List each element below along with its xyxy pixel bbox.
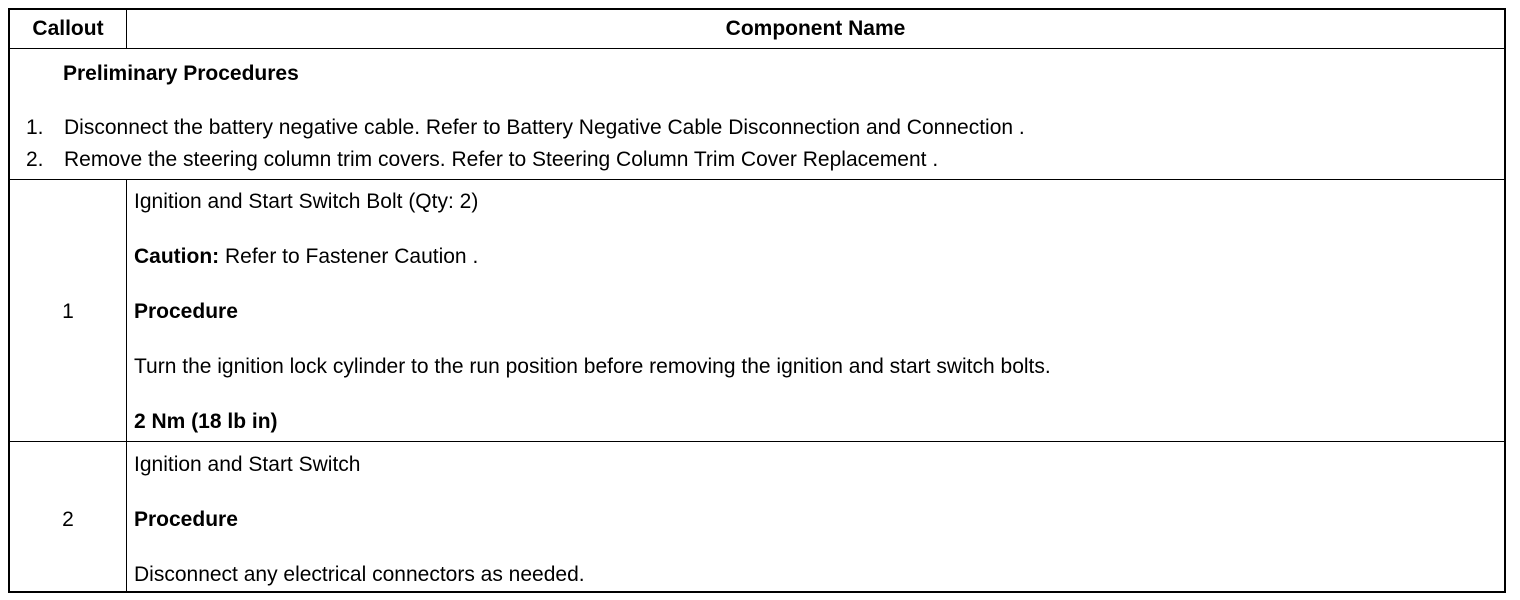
step-number: 2.: [26, 148, 44, 171]
component-name: Ignition and Start Switch Bolt (Qty: 2): [134, 190, 479, 213]
procedure-table: [8, 8, 1506, 593]
procedure-text: Disconnect any electrical connectors as needed.: [134, 563, 585, 586]
callout-number: 1: [62, 300, 74, 323]
step-text: Disconnect the battery negative cable. Refer to Battery Negative Cable Disconnection and Connection .: [64, 116, 1025, 139]
caution-note: [134, 245, 478, 269]
caution-label: Caution:: [134, 245, 220, 268]
step-text: Remove the steering column trim covers. Refer to Steering Column Trim Cover Replacement .: [64, 148, 939, 171]
component-name: Ignition and Start Switch: [134, 453, 361, 476]
callout-number: 2: [62, 508, 74, 531]
step-number: 1.: [26, 116, 44, 139]
preliminary-step: [26, 148, 938, 172]
callout-column-header: Callout: [32, 17, 104, 40]
header-bottom-rule: [10, 48, 1504, 49]
torque-spec: 2 Nm (18 lb in): [134, 410, 278, 433]
component-name-column-header: Component Name: [725, 17, 906, 40]
procedure-heading: Procedure: [134, 300, 238, 323]
caution-text: Refer to Fastener Caution .: [219, 245, 479, 268]
preliminary-procedures-title: Preliminary Procedures: [63, 62, 299, 85]
row-divider: [10, 441, 1504, 442]
procedure-heading: Procedure: [134, 508, 238, 531]
preliminary-step: [26, 116, 1025, 140]
callout-column-divider: [126, 179, 127, 591]
procedure-text: Turn the ignition lock cylinder to the run position before removing the ignition and start switch bolts.: [134, 355, 1051, 378]
preliminary-bottom-rule: [10, 179, 1504, 180]
